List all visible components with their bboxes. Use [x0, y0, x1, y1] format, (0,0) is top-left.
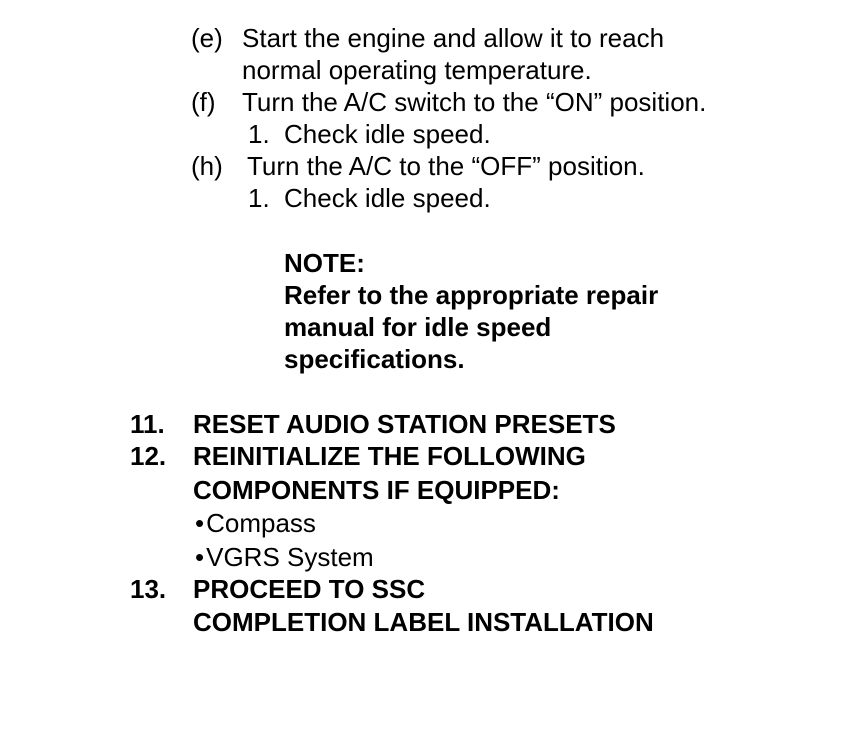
note-line-1: Refer to the appropriate repair [284, 280, 659, 310]
step-13-title-line-1: PROCEED TO SSC [193, 574, 426, 604]
bullet-icon: • [195, 508, 205, 538]
list-item-vgrs-system-label: VGRS System [206, 542, 374, 572]
note-line-2: manual for idle speed [284, 312, 552, 342]
substep-e-marker: (e) [191, 23, 223, 53]
step-11-number: 11. [130, 409, 165, 439]
step-13-number: 13. [130, 574, 167, 604]
step-11-title: RESET AUDIO STATION PRESETS [193, 409, 616, 439]
step-12-title-line-1: REINITIALIZE THE FOLLOWING [193, 441, 586, 471]
note-line-3: specifications. [284, 344, 465, 374]
bullet-icon: • [195, 542, 205, 572]
substep-f-marker: (f) [191, 87, 216, 117]
substep-f-check-text: Check idle speed. [284, 119, 491, 149]
substep-e-text-line-1: Start the engine and allow it to reach [242, 23, 665, 53]
list-item-compass [195, 507, 316, 539]
substep-f-text: Turn the A/C switch to the “ON” position. [242, 87, 707, 117]
substep-f-check-marker: 1. [248, 119, 270, 149]
note-heading: NOTE: [284, 248, 365, 278]
list-item-vgrs-system [195, 541, 374, 573]
step-12-title-line-2: COMPONENTS IF EQUIPPED: [193, 475, 560, 505]
list-item-compass-label: Compass [206, 508, 316, 538]
step-13-title-line-2: COMPLETION LABEL INSTALLATION [193, 607, 654, 637]
substep-h-check-text: Check idle speed. [284, 183, 491, 213]
substep-e-text-line-2: normal operating temperature. [242, 55, 592, 85]
substep-h-text: Turn the A/C to the “OFF” position. [247, 151, 645, 181]
substep-h-check-marker: 1. [248, 183, 270, 213]
step-12-number: 12. [130, 441, 167, 471]
substep-h-marker: (h) [191, 151, 223, 181]
